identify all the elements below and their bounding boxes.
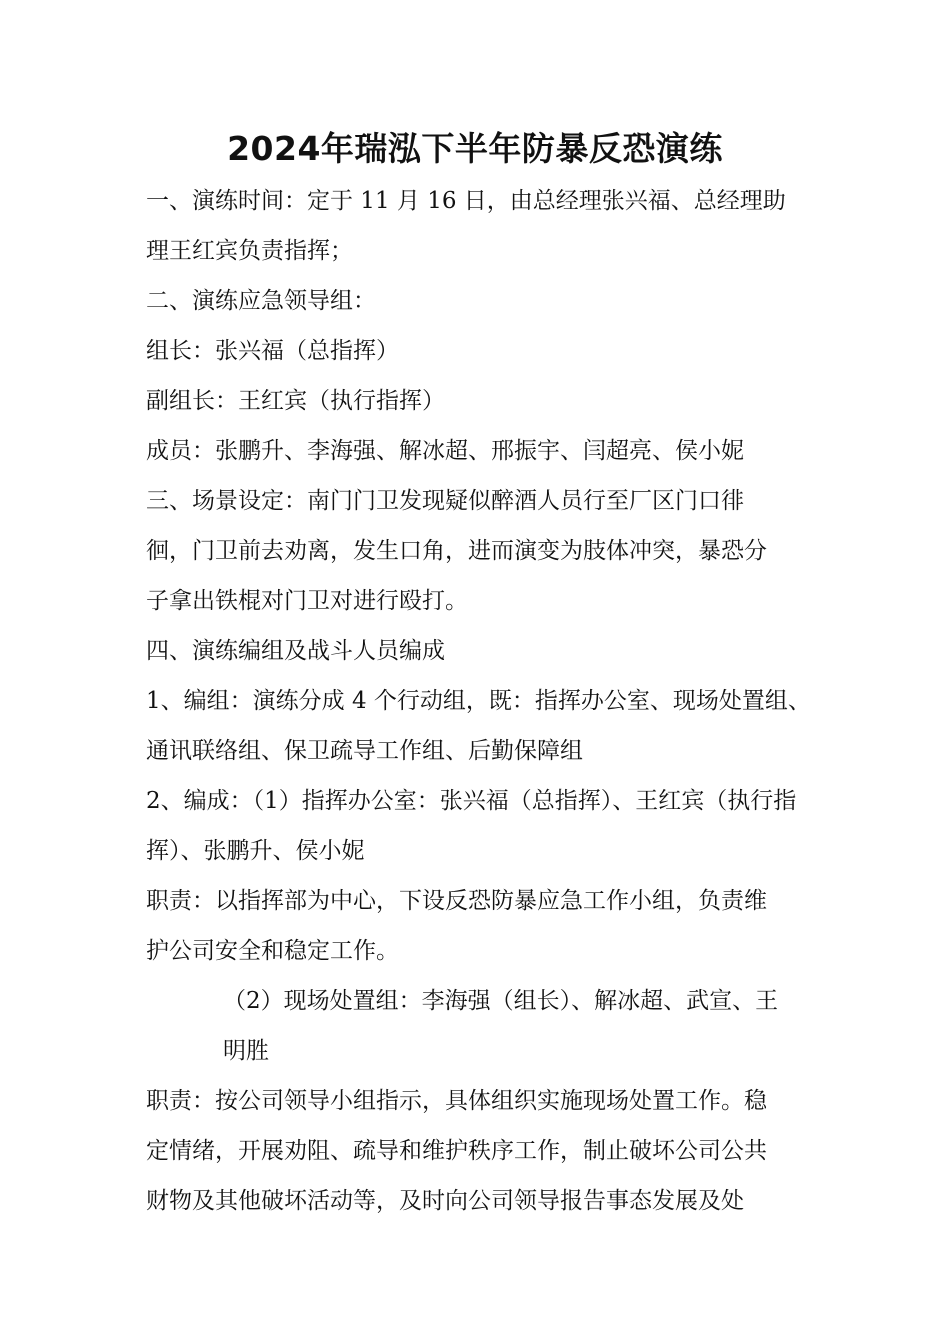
body-line: 2、编成：（1）指挥办公室：张兴福（总指挥）、王红宾（执行指 <box>146 788 797 814</box>
body-line-indented: 明胜 <box>223 1038 269 1064</box>
body-line: 定情绪，开展劝阻、疏导和维护秩序工作，制止破坏公司公共 <box>146 1138 767 1164</box>
body-line: 副组长：王红宾（执行指挥） <box>146 388 445 414</box>
body-line: 理王红宾负责指挥； <box>146 238 353 264</box>
body-line: 三、场景设定：南门门卫发现疑似醉酒人员行至厂区门口徘 <box>146 488 744 514</box>
body-line: 徊，门卫前去劝离，发生口角，进而演变为肢体冲突，暴恐分 <box>146 538 767 564</box>
body-line: 职责：以指挥部为中心，下设反恐防暴应急工作小组，负责维 <box>146 888 767 914</box>
body-line: 挥）、张鹏升、侯小妮 <box>146 838 365 864</box>
body-line: 财物及其他破坏活动等，及时向公司领导报告事态发展及处 <box>146 1188 744 1214</box>
body-line: 通讯联络组、保卫疏导工作组、后勤保障组 <box>146 738 583 764</box>
body-line-indented: （2）现场处置组：李海强（组长）、解冰超、武宣、王 <box>223 988 779 1014</box>
body-line: 护公司安全和稳定工作。 <box>146 938 399 964</box>
body-line: 成员：张鹏升、李海强、解冰超、邢振宇、闫超亮、侯小妮 <box>146 438 744 464</box>
body-line: 组长：张兴福（总指挥） <box>146 338 399 364</box>
body-line: 二、演练应急领导组： <box>146 288 376 314</box>
body-line: 子拿出铁棍对门卫对进行殴打。 <box>146 588 468 614</box>
document-title: 2024年瑞泓下半年防暴反恐演练 <box>227 129 723 168</box>
body-line: 职责：按公司领导小组指示，具体组织实施现场处置工作。稳 <box>146 1088 767 1114</box>
document-body <box>146 176 826 1226</box>
body-line: 1、编组：演练分成 4 个行动组，既：指挥办公室、现场处置组、 <box>146 688 811 714</box>
body-line: 一、演练时间：定于 11 月 16 日，由总经理张兴福、总经理助 <box>146 188 786 214</box>
body-line: 四、演练编组及战斗人员编成 <box>146 638 445 664</box>
